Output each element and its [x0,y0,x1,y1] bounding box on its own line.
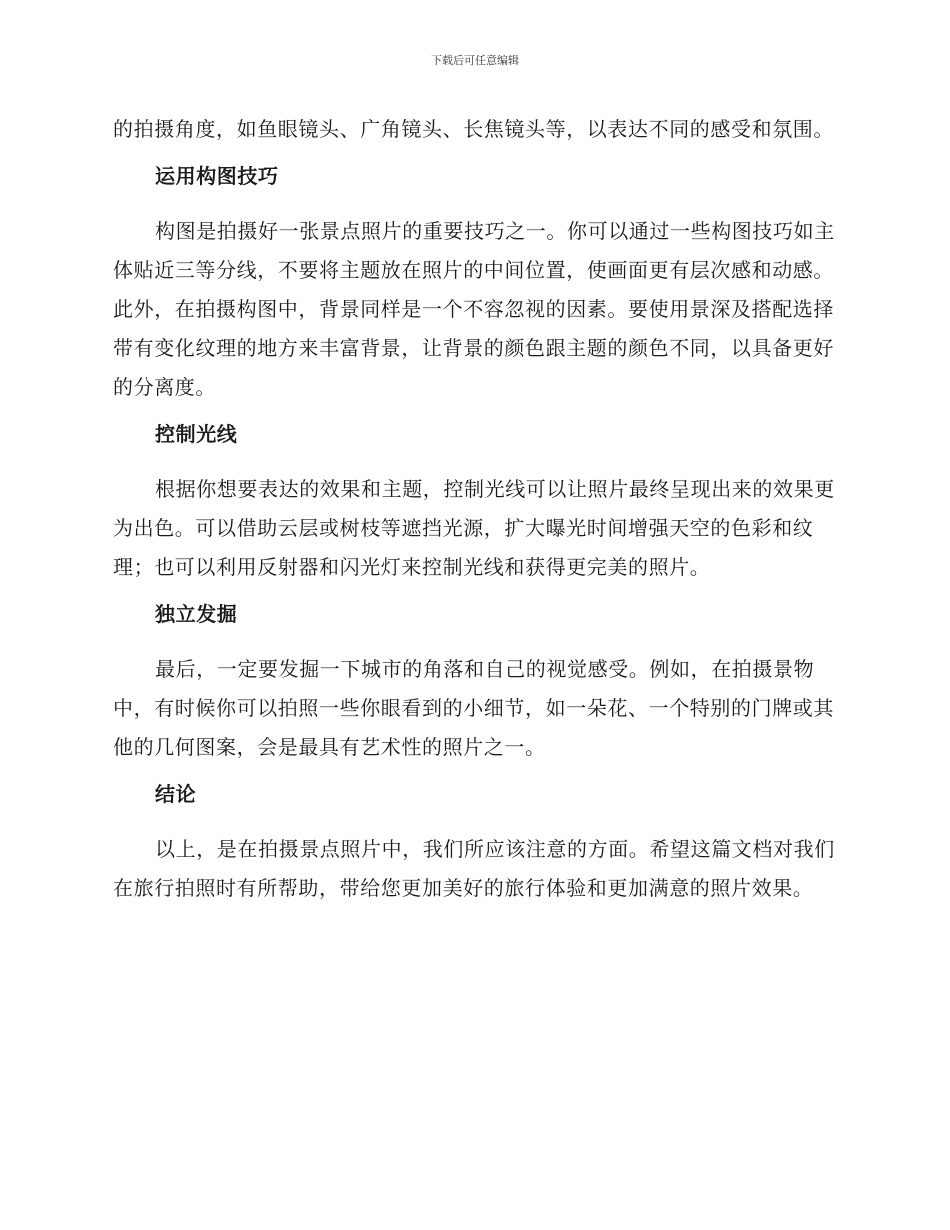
section-body-conclusion: 以上，是在拍摄景点照片中，我们所应该注意的方面。希望这篇文档对我们在旅行拍照时有所帮助，带给您更加美好的旅行体验和更加满意的照片效果。 [113,837,835,900]
continuation-paragraph: 的拍摄角度，如鱼眼镜头、广角镜头、长焦镜头等，以表达不同的感受和氛围。 [113,117,834,141]
section-body-composition: 构图是拍摄好一张景点照片的重要技巧之一。你可以通过一些构图技巧如主体贴近三等分线，不要将主题放在照片的中间位置，使画面更有层次感和动感。此外，在拍摄构图中，背景同样是一个不容忽视的因素。要使用景深及搭配选择带有变化纹理的地方来丰富背景，让背景的颜色跟主题的颜色不同，以具备更好的分离度。 [113,219,835,399]
section-heading-explore: 独立发掘 [155,602,238,626]
section-heading-lighting: 控制光线 [155,422,238,446]
page-header-note: 下载后可任意编辑 [431,54,519,67]
section-body-lighting: 根据你想要表达的效果和主题，控制光线可以让照片最终呈现出来的效果更为出色。可以借助云层或树枝等遮挡光源，扩大曝光时间增强天空的色彩和纹理；也可以利用反射器和闪光灯来控制光线和获得更完美的照片。 [113,477,835,579]
section-body-explore: 最后，一定要发掘一下城市的角落和自己的视觉感受。例如，在拍摄景物中，有时候你可以拍照一些你眼看到的小细节，如一朵花、一个特别的门牌或其他的几何图案，会是最具有艺术性的照片之一。 [113,657,834,759]
document-body [113,110,835,916]
section-heading-composition: 运用构图技巧 [155,164,279,188]
section-heading-conclusion: 结论 [155,782,197,806]
